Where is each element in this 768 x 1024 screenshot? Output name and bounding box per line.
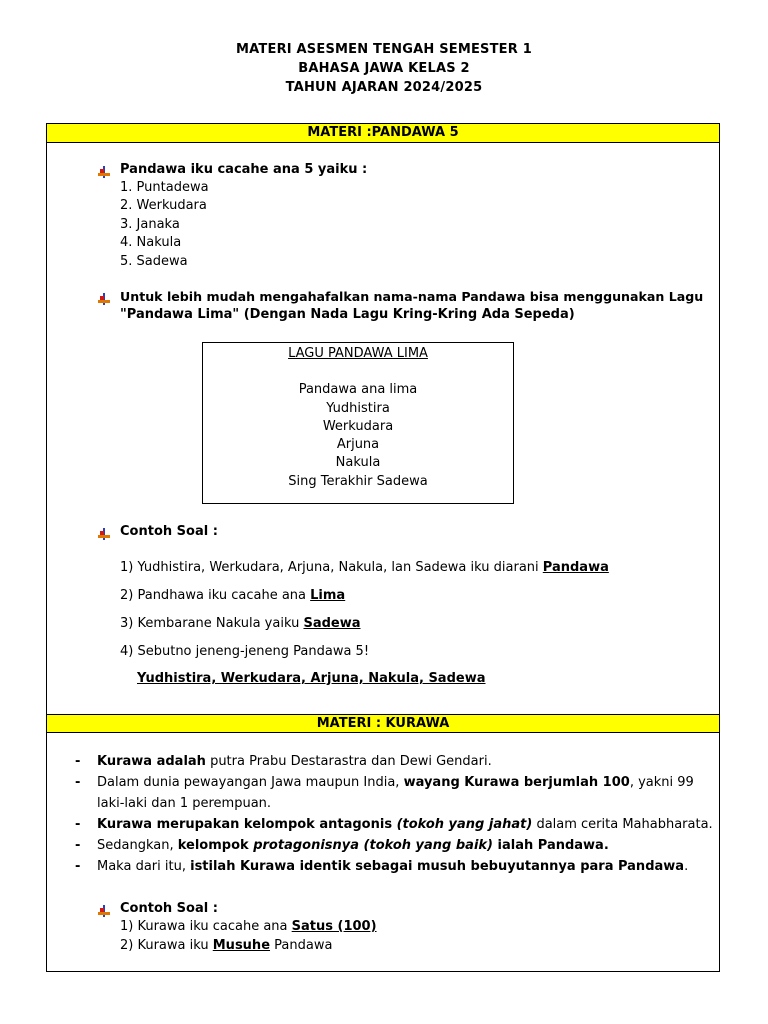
kurawa-point-5 [97, 859, 688, 874]
point-bold-italic: (tokoh yang jahat) [396, 817, 533, 832]
point-text: putra Prabu Destarastra dan Dewi Gendari. [205, 754, 492, 769]
dash-bullet: - [75, 754, 81, 769]
point-bold: ialah Pandawa. [493, 838, 609, 853]
header-line-2: BAHASA JAWA KELAS 2 [298, 61, 470, 76]
section-band-pandawa: MATERI :PANDAWA 5 [47, 124, 719, 143]
question-answer: Lima [310, 588, 346, 603]
kurawa-point-3 [97, 817, 713, 832]
point-text: . [684, 859, 689, 874]
pandawa-question-3 [120, 616, 361, 631]
document-header [0, 40, 768, 97]
kurawa-question-1 [120, 919, 377, 934]
question-text: 2) Pandhawa iku cacahe ana [120, 588, 311, 603]
kurawa-point-2 [97, 775, 694, 790]
list-item: 4. Nakula [120, 235, 182, 251]
kurawa-question-2 [120, 938, 332, 953]
question-text: 3) Kembarane Nakula yaiku [120, 616, 304, 631]
header-line-1: MATERI ASESMEN TENGAH SEMESTER 1 [236, 42, 532, 57]
header-line-3: TAHUN AJARAN 2024/2025 [285, 80, 483, 95]
song-title: LAGU PANDAWA LIMA [288, 346, 428, 361]
question-answer: Satus (100) [291, 919, 377, 934]
bullet-icon [98, 905, 110, 917]
point-bold-italic: protagonisnya (tokoh yang baik) [253, 838, 493, 853]
song-box [202, 342, 514, 504]
list-item: 1. Puntadewa [120, 180, 209, 195]
question-answer: Sadewa [303, 616, 361, 631]
section-band-kurawa: MATERI : KURAWA [47, 714, 719, 733]
kurawa-example-heading: Contoh Soal : [120, 901, 218, 916]
song-line: Arjuna [336, 437, 380, 453]
point-text: Maka dari itu, [97, 859, 191, 874]
pandawa-question-4: 4) Sebutno jeneng-jeneng Pandawa 5! [120, 644, 370, 659]
dash-bullet: - [75, 859, 81, 874]
pandawa-intro: Pandawa iku cacahe ana 5 yaiku : [120, 162, 368, 177]
bullet-icon [98, 166, 110, 178]
kurawa-point-1 [97, 754, 492, 769]
dash-bullet: - [75, 775, 81, 790]
song-line: Werkudara [322, 418, 394, 434]
pandawa-tip-line-1: Untuk lebih mudah mengahafalkan nama-nama Pandawa bisa menggunakan Lagu [120, 289, 704, 304]
point-text: Dalam dunia pewayangan Jawa maupun India, [97, 775, 404, 790]
question-answer: Pandawa [542, 560, 609, 575]
bullet-icon [98, 293, 110, 305]
list-item: 5. Sadewa [120, 253, 188, 269]
pandawa-question-2 [120, 588, 345, 603]
point-text: Sedangkan, [97, 838, 178, 853]
pandawa-question-4-answer: Yudhistira, Werkudara, Arjuna, Nakula, Sadewa [137, 671, 486, 686]
pandawa-example-heading: Contoh Soal : [120, 524, 218, 539]
question-text: 2) Kurawa iku [120, 938, 213, 953]
point-bold: istilah Kurawa identik sebagai musuh bebuyutannya para Pandawa [190, 859, 685, 874]
point-text: , yakni 99 [629, 775, 694, 790]
question-text: 1) Kurawa iku cacahe ana [120, 919, 292, 934]
list-item: 2. Werkudara [120, 198, 207, 214]
kurawa-point-4 [97, 838, 609, 853]
dash-bullet: - [75, 838, 81, 853]
list-item: 3. Janaka [120, 216, 180, 232]
content-frame [46, 123, 720, 972]
kurawa-point-2-line-2: laki-laki dan 1 perempuan. [97, 796, 272, 811]
song-line: Sing Terakhir Sadewa [288, 473, 428, 489]
song-line: Nakula [335, 455, 381, 471]
question-text: 1) Yudhistira, Werkudara, Arjuna, Nakula, lan Sadewa iku diarani [120, 560, 543, 575]
dash-bullet: - [75, 817, 81, 832]
song-line: Pandawa ana lima [298, 382, 418, 398]
question-text: Pandawa [270, 938, 333, 953]
point-bold: Kurawa merupakan kelompok antagonis [97, 817, 397, 832]
pandawa-question-1 [120, 560, 609, 575]
point-text: dalam cerita Mahabharata. [532, 817, 713, 832]
pandawa-tip-line-2: "Pandawa Lima" (Dengan Nada Lagu Kring-Kring Ada Sepeda) [120, 307, 575, 322]
point-bold: kelompok [177, 838, 254, 853]
bullet-icon [98, 528, 110, 540]
song-line: Yudhistira [326, 400, 390, 416]
question-answer: Musuhe [212, 938, 271, 953]
point-bold: Kurawa adalah [97, 754, 206, 769]
point-bold: wayang Kurawa berjumlah 100 [403, 775, 630, 790]
pandawa-names-list [120, 179, 209, 271]
